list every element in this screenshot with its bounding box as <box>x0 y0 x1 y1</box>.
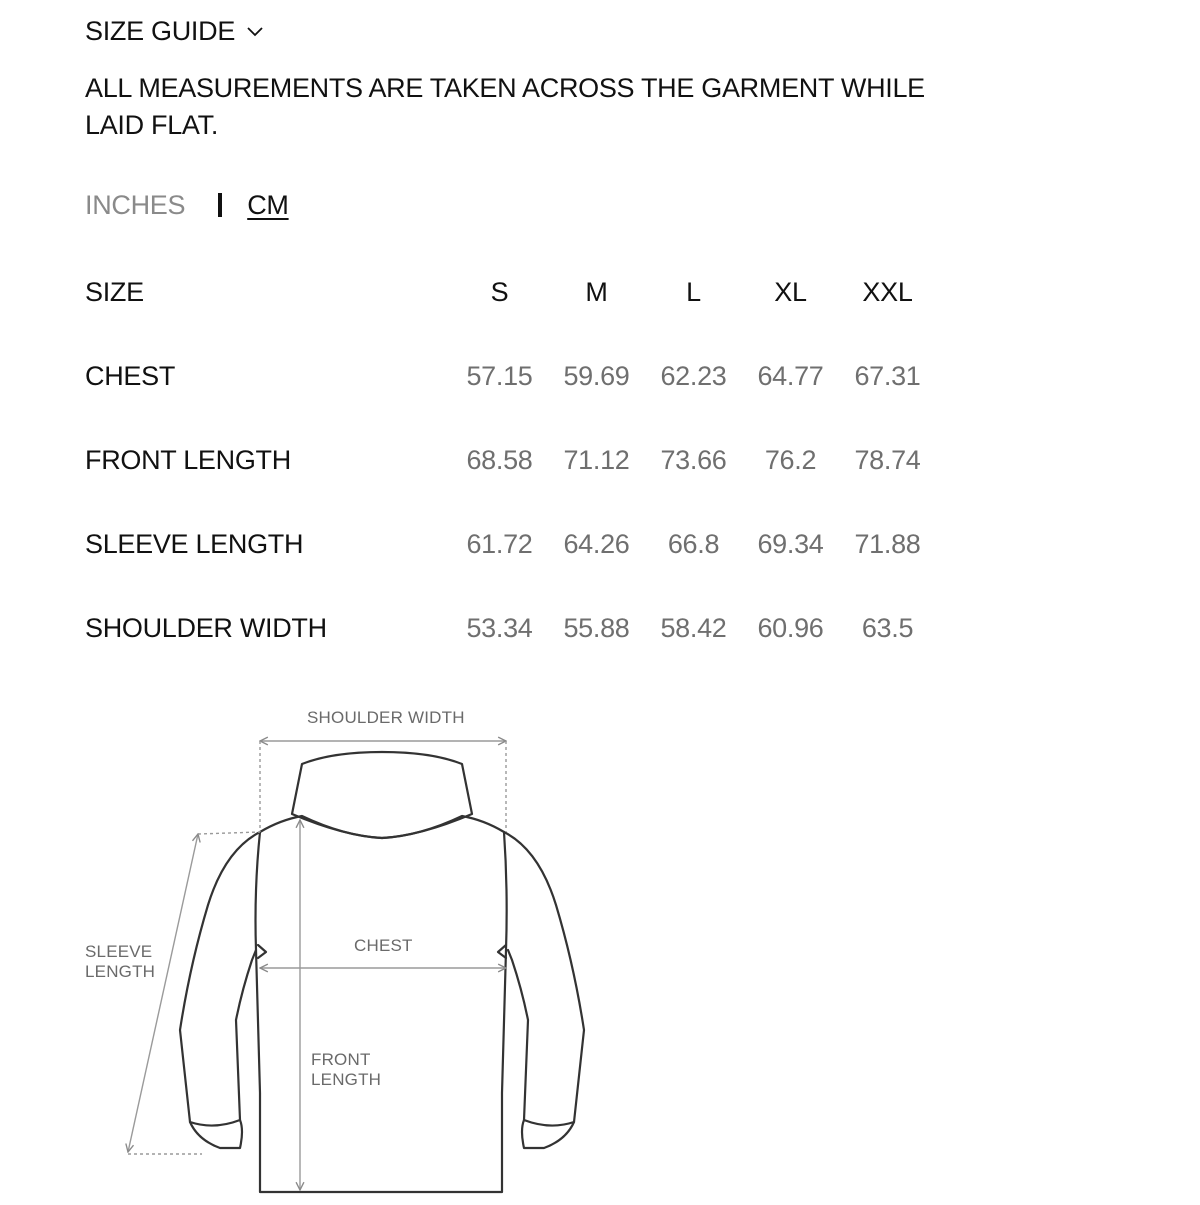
size-header-row <box>85 250 936 334</box>
unit-switcher <box>85 188 289 222</box>
row-label: SHOULDER WIDTH <box>85 612 327 643</box>
table-cell: 57.15 <box>466 360 533 391</box>
unit-divider <box>218 193 222 217</box>
size-col-m: M <box>585 276 608 307</box>
chest-label: CHEST <box>354 936 413 955</box>
table-cell: 55.88 <box>563 612 630 643</box>
shoulder-width-label: SHOULDER WIDTH <box>307 708 465 727</box>
table-cell: 78.74 <box>854 444 921 475</box>
table-cell: 59.69 <box>563 360 630 391</box>
measurement-notice <box>85 70 945 144</box>
size-col-xxl: XXL <box>862 276 913 307</box>
unit-cm-link[interactable]: CM <box>247 190 289 220</box>
hoodie-measurement-diagram <box>80 700 640 1200</box>
row-label: FRONT LENGTH <box>85 444 291 475</box>
size-col-xl: XL <box>774 276 807 307</box>
size-col-l: L <box>686 276 701 307</box>
table-cell: 68.58 <box>466 444 533 475</box>
sleeve-label-line-2: LENGTH <box>85 962 156 981</box>
table-cell: 62.23 <box>660 360 727 391</box>
sleeve-label-line-1: SLEEVE <box>85 942 153 961</box>
table-cell: 76.2 <box>764 444 817 475</box>
size-table <box>85 250 936 670</box>
unit-inches-link[interactable]: INCHES <box>85 190 186 220</box>
table-row-shoulder-width <box>85 586 936 670</box>
table-cell: 64.26 <box>563 528 630 559</box>
chevron-down-icon <box>245 21 265 41</box>
table-cell: 60.96 <box>757 612 824 643</box>
notice-line-1: ALL MEASUREMENTS ARE TAKEN ACROSS THE GARMENT WHILE <box>85 73 925 103</box>
sleeve-length-label <box>85 942 155 982</box>
table-cell: 69.34 <box>757 528 824 559</box>
table-cell: 58.42 <box>660 612 727 643</box>
row-label: CHEST <box>85 360 176 391</box>
size-guide-toggle[interactable] <box>85 14 265 48</box>
table-cell: 63.5 <box>861 612 914 643</box>
table-row-sleeve-length <box>85 502 936 586</box>
size-guide-title: SIZE GUIDE <box>85 16 236 46</box>
size-header-label: SIZE <box>85 276 144 307</box>
front-length-label <box>311 1050 381 1090</box>
table-cell: 71.12 <box>563 444 630 475</box>
size-col-s: S <box>490 276 509 307</box>
table-cell: 67.31 <box>854 360 921 391</box>
table-cell: 73.66 <box>660 444 727 475</box>
table-cell: 64.77 <box>757 360 824 391</box>
table-cell: 61.72 <box>466 528 533 559</box>
table-cell: 66.8 <box>667 528 720 559</box>
table-row-chest <box>85 334 936 418</box>
table-cell: 53.34 <box>466 612 533 643</box>
notice-line-2: LAID FLAT. <box>85 110 219 140</box>
table-row-front-length <box>85 418 936 502</box>
table-cell: 71.88 <box>854 528 921 559</box>
front-label-line-2: LENGTH <box>311 1070 382 1089</box>
row-label: SLEEVE LENGTH <box>85 528 304 559</box>
front-label-line-1: FRONT <box>311 1050 371 1069</box>
